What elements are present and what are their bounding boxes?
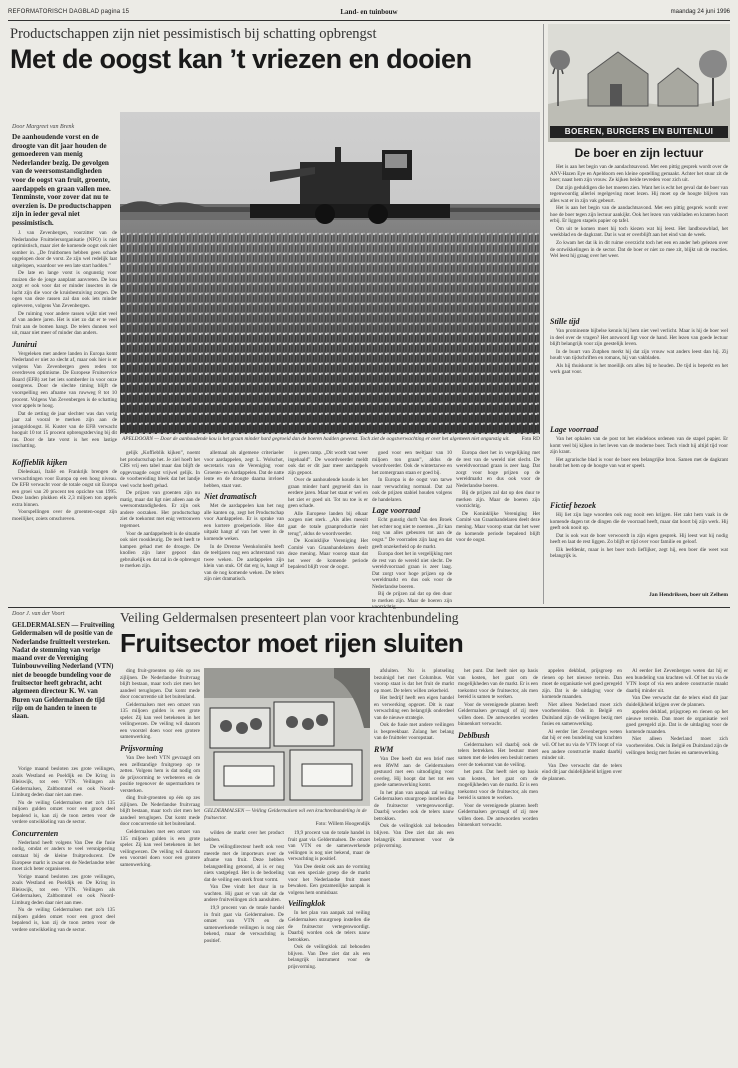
sidebar-column-4: Fictief bezoek Hij liet zijn lage woorden ook nog nooit een krijgen. Het zakt hem vaak in de komende dagen tot de dingen die de voorraad heeft, maar dat hoort bij zijn werk. Hij geeft ook nooit op. Dat is ook wat de boer verwoordt in zijn eigen gesprek. Hij leest wat hij nodig heeft en laat de rest liggen. Zo blijft er tijd over voor familie en geloof. Eik leefdenkt, maar is het boer toch lieflijker, zegt hij, een boer die weet wat belangrijk is. [550,501,728,560]
story1-photo-caption: APELDOORN — Door de aanhoudende kou is het graan minder hard gegroeid dan de boeren hadden gewenst. Toch ziet de oogstverwachting er over het algemeen niet ongunstig uit. Foto RD [122,436,540,442]
story2-subhead-concurrenten: Concurrenten [12,828,59,838]
story2-column-4: 19,9 procent van de totale handel in fruit gaat via Geldermalsen. De omzet van VTN en de samenwerkende veilingen is nog niet bekend, maar de verwachting is positief. Van Dee denkt ook aan de vorming van een speciale groep die de markt voor het Nederlandse fruit moet bewaken. Een gezamenlijke aanpak is volgens hem onmisbaar. Veilingklok In het plan van aanpak zal veiling Geldermalsen stuurgroep instellen die de fruitsector vertegenwoordigt. Daarbij worden ook de telers nauw betrokken. Ook de veilingklok zal behouden blijven. Van Dee ziet dat als een belangrijk instrument voor de prijsvorming. [288,830,370,970]
story2-column-7: appelen dekblad, prijsgroep en rienen op het nieuwe terrein. Dan moet de organisatie wel goed geregeld zijn. Dat is de uitdaging voor de komende maanden. Niet alleen Nederland moet zich voorbereiden. Ook in België en Duitsland zijn de veilingen bezig met fusies en samenwerking. Al eerder liet Zevenbergen weten dat hij er een bundeling van krachten wil. Of het nu via de VTN loopt of via een andere constructie maakt daarbij minder uit. Van Dee verwacht dat de telers eind dit jaar duidelijkheid krijgen over de plannen. [542,668,622,782]
story2-photo-credit: Foto: Willem Hoogendijk [315,821,370,828]
sidebar-subhead-lage-voorraad: Lage voorraad [550,425,599,434]
sidebar-signature: Jan Hendriksen, boer uit Zelhem [649,592,728,598]
story1-subhead-junirui: Junirui [12,339,37,349]
story2-column-6: het punt. Dat heeft niet op basis van kosten, het gaat om de mogelijkheden van de markt. Er is een toekomst voor de fruitsector, als men bereid is samen te werken. Voor de verenigende planten heeft Geldermalsen gevraagd of zij mee willen doen. De antwoorden worden binnenkort verwacht. Deblbush Geldermalsen wil daarbij ook de telers betrekken. Het bestuur moet samen met de leden een besluit nemen over de toekomst van de veiling. het punt. Dat heeft niet op basis van kosten, het gaat om de mogelijkheden van de markt. Er is een toekomst voor de fruitsector, als men bereid is samen te werken. Voor de verenigende planten heeft Geldermalsen gevraagd of zij mee willen doen. De antwoorden worden binnenkort verwacht. [458,668,538,829]
sidebar-illustration [548,24,730,142]
story2-column-1: Vorige maand besloten zes grote veilingen, zoals Westland en Poeldijk en De Kring in Bleiswijk, tot een VTN. Veilingen als Geldermalsen, Zaltbommel en ook Noord-Limburg deden daar niet aan mee. Nu de veiling Geldermalsen met zo'n 135 miljoen gulden omzet voor een groot deel bepalend is, kan zij de toon zetten voor de verdere ontwikkeling van de sector. Concurrenten Nederland heeft volgens Van Dee die fusie nodig, omdat er anders te veel versnippering ontstaat bij de kleine fruitproducent. De Europese markt is zwaar en de Nederlandse teler moet zich beter organiseren. Vorige maand besloten zes grote veilingen, zoals Westland en Poeldijk en De Kring in Bleiswijk, tot een VTN. Veilingen als Geldermalsen, Zaltbommel en ook Noord-Limburg deden daar niet aan mee. Nu de veiling Geldermalsen met zo'n 135 miljoen gulden omzet voor een groot deel bepalend is, kan zij de toon zetten voor de verdere ontwikkeling van de sector. [12,766,115,934]
story1-column-4: is geen ramp. „Dit wordt vast weer ingehaald”. De woordvoerder meldt ook dat er dit jaar meer aardappels zijn gepoot. Over de aanhoudende koude is het graan minder hard gegroeid dan in eerdere jaren. Maar het staat er wel en het ziet er goed uit. Tot nu toe is er geen schade. Alle Europese landen bij elkaar zorgen niet sterk. „Als alles meezit gaat de totale graanproductie niet terug”, aldus de woordvoerder. De Koninklijke Vereniging Het Comité van Graanhandelaren deelt deze mening. Maar voorop staat dat het weer de komende periode bepalend blijft voor de oogst. [288,450,368,571]
story1-subhead-niet-dramatisch: Niet dramatisch [204,492,257,502]
story1-subhead-koffieblik: Koffieblik kijken [12,458,68,467]
masthead-paper-name: REFORMATORISCH DAGBLAD pagina 15 [8,9,130,15]
masthead-date: maandag 24 juni 1996 [670,9,730,15]
story2-byline: Door J. van der Voort [12,611,65,617]
story2-column-3: wilden de markt over het product hebben. De veilingdirecteur heeft ook vest meerde met de importeurs over de afname van fruit. Deze hebben belangstelling getoond, al is er nog niets vastgelegd. Het is de bedoeling dat de veiling een sterk front vormt. Van Dee vindt het duur in te wachten. Hij gaat er van uit dat de andere fruitveilingen zich aansluiten. 19,9 procent van de totale handel in fruit gaat via Geldermalsen. De omzet van VTN en de samenwerkende veilingen is nog niet bekend, maar de verwachting is positief. [204,830,284,944]
sidebar-column-1: Het is aan het begin van de aandachtsavond. Met een pittig gesprek wordt over de ANV-Hazen Eye en Apeldoorn een kleine opstelling gemaakt. Achter het stuur zit de boer; naast hem zijn vrouw. Ze kijken beide tevreden voor zich uit. Dat zijn geduldigen die het moeten zien. Want het is echt het geval dat de boer van tegenwoordig allerlei regelgeving moet lezen. Hij moet op de hoogte blijven van alles wat er in zijn vak gebeurt. Het is aan het begin van de aandachtsavond. Met een pittig gesprek wordt over hoe de boer tegen zijn lectuur aankijkt. Ook het lezen van vakbladen en kranten hoort erbij. Er liggen stapels papier op tafel. Om uit te komen moet hij toch kiezen wat hij leest. Het landbouwblad, het weekblad en de dagkrant. Dat is wat er overblijft aan het eind van de week. Zo kwam het dat ik in dit ruime overzicht toch het een en ander heb gelezen over de ontwikkelingen in de sector. Dat de boer er niet zo mee zit, blijkt uit de reacties. Wel leest hij graag over het weer. [550,164,728,260]
sidebar-subhead-stille-tijd: Stille tijd [550,317,580,326]
farm-sketch-image [548,24,730,142]
story2-column-2: ding fruit-groenten op één op zes zijlijnen. De Nederlandse fruitvraag blijft bestaan, maar toch ziet men het aandeel teruglopen. Dat komt mede door concurrentie uit het buitenland. Geldermalsen met een omzet van 135 miljoen gulden is een grote speler. Zij kan veel betekenen in het veilingwezen. De veiling wil daarom een voorstel doen voor een grotere samenwerking. Prijsvorming Van Dee heeft VTN gevraagd om een zelfstandige fruitgroep op te zetten. Volgens hem is dat nodig om de prijsvorming te verbeteren en de positie tegenover de supermarkten te versterken. ding fruit-groenten op één op zes zijlijnen. De Nederlandse fruitvraag blijft bestaan, maar toch ziet men het aandeel teruglopen. Dat komt mede door concurrentie uit het buitenland. Geldermalsen met een omzet van 135 miljoen gulden is een grote speler. Zij kan veel betekenen in het veilingwezen. De veiling wil daarom een voorstel doen voor een grotere samenwerking. [120,668,200,868]
story1-headline: Met de oogst kan ’t vriezen en dooien [10,44,472,74]
sidebar-divider [543,24,544,604]
story1-column-2: gelijk „Koffieblik kijken”, noemt het productschap het. Je ziel hoeft het CBS vrij een tabel maar dan blijft de opgevraagde oogst vrijwel gelijk. In de voorbereiding bleek dat het landje veel vocht heeft gehad. De prijzen van groenten zijn nu matig, maar dat ligt niet alleen aan de weersomstandigheden. Er zijn ook andere oorzaken. Het productschap ziet de toekomst met enig vertrouwen tegemoet. Voor de aardappelteelt is de situatie ook niet rooskleurig. De teelt heeft te kampen gehad met de droogte. De knollen zijn later gepoot dan gebruikelijk en dat zal in de opbrengst te merken zijn. [120,450,200,570]
sidebar-title: De boer en zijn lectuur [574,146,704,160]
story1-column-6: Europa doet het in vergelijking met de rest van de wereld niet slecht. De wereldvoorraad graan is zeer laag. Dat zorgt voor hoge prijzen op de wereldmarkt en dus ook voor de Nederlandse boeren. Bij de prijzen zal dat op den duur te merken zijn. Maar de boeren zijn voorzichtig. De Koninklijke Vereniging Het Comité van Graanhandelaren deelt deze mening. Maar voorop staat dat het weer de komende periode bepalend blijft voor de oogst. [456,450,540,544]
story1-lead: De aanhoudende vorst en de droogte van dit jaar houden de gemoederen van menig Nederlander bezig. De gevolgen van de weersomstandigheden voor de oogst van fruit, groente, aardappels en graan vallen mee. Tenminste, voor zover dat nu te overzien is. De productschappen zijn in ieder geval niet pessimistisch. [12,133,112,227]
story-divider [8,607,730,608]
story1-subhead-lage-voorraad: Lage voorraad [372,506,421,516]
story2-photo-fruit-crates [204,668,370,806]
masthead-rule [8,20,730,21]
masthead-section: Land- en tuinbouw [340,8,398,16]
masthead [8,6,730,20]
story2-photo-caption: GELDERMALSEN — Veiling Geldermalsen wil een krachtenbundeling in de fruitsector. Foto: Willem Hoogendijk [204,808,370,828]
sidebar-logo-banner: BOEREN, BURGERS EN BUITENLUI [550,126,728,138]
story2-subhead-veilingklok: Veilingklok [288,899,326,909]
story1-photo-credit: Foto RD [521,436,540,442]
story2-headline: Fruitsector moet rijen sluiten [120,628,464,658]
story1-column-1b: Koffieblik kijken Dieleskaai, Italië en Frankrijk brengen de verwachtingen voor Europa op een hoog niveau. De EFB verwacht voor de totale oogst uit Europa een groei van 20 procent ten opzichte van 1995. Deze landen plukken elk 2,3 miljoen ton appels extra binnen. Voorspellingen over de groenten-oogst zijn moeilijker, zoiets omschreven. [12,458,117,522]
story2-kicker: Veiling Geldermalsen presenteert plan voor krachtenbundeling [120,610,459,625]
story2-subhead-rwm: RWM [374,745,394,755]
story1-byline: Door Margreet van Brenk [12,124,75,130]
sidebar-column-3: Lage voorraad Van het ophalen van de post tot het eindeloos ordenen van de stapel papier. Er komt veel bij kijken in het leven van de moderne boer. Toch vindt hij altijd tijd voor zijn krant. Het agrarische blad is voor de boer een belangrijke bron. Samen met de dagkrant houdt het hem op de hoogte van wat er speelt. [550,425,728,470]
story2-subhead-prijsvorming: Prijsvorming [120,744,164,754]
sidebar-subhead-fictief-bezoek: Fictief bezoek [550,501,596,510]
story2-subhead-deblbush: Deblbush [458,730,490,740]
story1-photo-harvester [120,112,540,434]
sidebar-column-2: Stille tijd Van prominente bijbelse kennis hij hem niet veel verlicht. Maar is hij de boer wel in deel over de vragen? Het antwoord ligt voor de hand. Het lezen van goede lectuur blijft belangrijk voor zijn geestelijk leven. In de buurt van Zutphen merkt hij dat zijn vrouw wat anders leest dan hij. Zij houdt van tijdschriften en romans, hij van vakbladen. Als hij thuiskomt is het moeilijk om alles bij te houden. De tijd is beperkt en het werk gaat voor. [550,317,728,376]
fruit-crates-image [204,668,370,806]
story2-lead: GELDERMALSEN — Fruitveiling Geldermalsen wil de positie van de Nederlandse fruitteelt versterken. Nadat de stemming van vorige maand over de Vereniging Tuinbouwveiling Nederland (VTN) niet de beoogde bundeling voor de fruitsector heeft gebracht, acht algemeen directeur K. W. van Buren van Geldermalsen de tijd rijp om de handen te ineen te slaan. [12,622,115,721]
story1-column-3: allemaal als algemene criteriaeler voor aardappelen, zegt L. Wolschot, secretaris van de Vereniging voor Groente- en Aardappelen. Dat de natte lente en de droogte daarna invloed hebben, staat vast. Niet dramatisch Met de aardappelen kan het nog alle kanten op, zegt het Productschap voor Aardappelen. Er is sprake van een kortere groeiperiode. Hoe dat uitpakt hangt af van het weer in de komende weken. In de Drentse Veenkoloniën heeft de teeltjaren nog een achterstand van twee weken. De aardappelen zijn klein van stuk. Of dat erg is, hangt af van de nog komende weken. De telers zijn niet dramatisch. [204,450,284,583]
harvester-image [120,112,540,434]
story2-column-8: Al eerder liet Zevenbergen weten dat hij er een bundeling van krachten wil. Of het nu via de VTN loopt of via een andere constructie maakt daarbij minder uit. Van Dee verwacht dat de telers eind dit jaar duidelijkheid krijgen over de plannen. appelen dekblad, prijsgroep en rienen op het nieuwe terrein. Dan moet de organisatie wel goed geregeld zijn. Dat is de uitdaging voor de komende maanden. Niet alleen Nederland moet zich voorbereiden. Ook in België en Duitsland zijn de veilingen bezig met fusies en samenwerking. [626,668,728,756]
story1-column-5: goed voor een teeltjaar van 10 miljoen ton graan”, aldus de woordvoerder. Ook de wintertarwe en het zomergraan staan er goed bij. In Europa is de oogst van tarwe naar verwachting normaal. Dat zal ook de prijzen stabiel houden volgens de handelaren. Lage voorraad Echt gunstig durft Van den Broek het echter nog niet te noemen. „Er kan nog van alles gebeuren tot aan de oogst.” De voorraden zijn laag en dat geeft onzekerheid op de markt. Europa doet het in vergelijking met de rest van de wereld niet slecht. De wereldvoorraad graan is zeer laag. Dat zorgt voor hoge prijzen op de wereldmarkt en dus ook voor de Nederlandse boeren. Bij de prijzen zal dat op den duur te merken zijn. Maar de boeren zijn voorzichtig. [372,450,452,611]
story2-column-5: afsluiten. Nu is plotseling bezuinigd het met Columbus. Wat voorop staat is dat het fruit de markt op moet. De telers willen zekerheid. Het bedrijf heeft een eigen handel en verwerking opgezet. Dit is naar verwachting een belangrijk onderdeel van de nieuwe strategie. Ook de fusie met andere veilingen is bespreekbaar. Zolang het belang van de fruitteler vooropstaat. RWM Van Dee heeft dat een brief met een RWM aan de Geldermalsen gestuurd met een uitnodiging voor overleg. Hij hoopt dat het tot een goede samenwerking komt. In het plan van aanpak zal veiling Geldermalsen stuurgroep instellen die de fruitsector vertegenwoordigt. Daarbij worden ook de telers nauw betrokken. Ook de veilingklok zal behouden blijven. Van Dee ziet dat als een belangrijk instrument voor de prijsvorming. [374,668,454,850]
story1-kicker: Productschappen zijn niet pessimistisch bij schatting opbrengst [10,26,377,42]
story1-column-1: J. van Zevenbergen, voorzitter van de Nederlandse Fruittelersorganisatie (NFO) is niet optimistisch, maar ziet de komende oogst ook niet somber in. „De fruitbomen hebben geen schade opgelopen door de vorst. Ze zijn wel redelijk laat uitgelopen, waardoor we een late start hadden.” De late en lange vorst is ongunstig voor muizen die de jonge aanplant aanvreten. De kou zorgt er ook voor dat er minder insecten in de lucht zijn die voor de kruisbestuiving zorgen. De ogen van deze rassen zal dan ook iets minder opleveren, volgens Van Zevenbergen. De ruiming voor andere rassen wijkt niet veel af van andere jaren. Het is niet zo dat er te veel fruit aan de bomen hangt. De telers dunnen wel uit, maar niet meer of minder dan anders. Junirui Vergeleken met andere landen in Europa komt Nederland er niet zo slecht af, maar ook hier is er volgens Van Zevenbergen geen reden tot overdreven optimisme. De Europese Fruitservice Board (EFB) zet het iets somberder in voor onze oostgrens. Door de slechte timing blijft de voorspelling een afname van ruwweg 8 tot 10 procent. Volgens Van Zevenbergen is de schatting voor appels te hoog. Dat de zetting de jaar slechter was dan vorig jaar zal vooral te merken zijn aan de jonagoldoogst. H. Kuster van de EFB verwacht hooguit 10 tot 15 procent opbrengstderving bij dit ras. Door de late vorst is het een lastige inschatting. [12,230,117,450]
